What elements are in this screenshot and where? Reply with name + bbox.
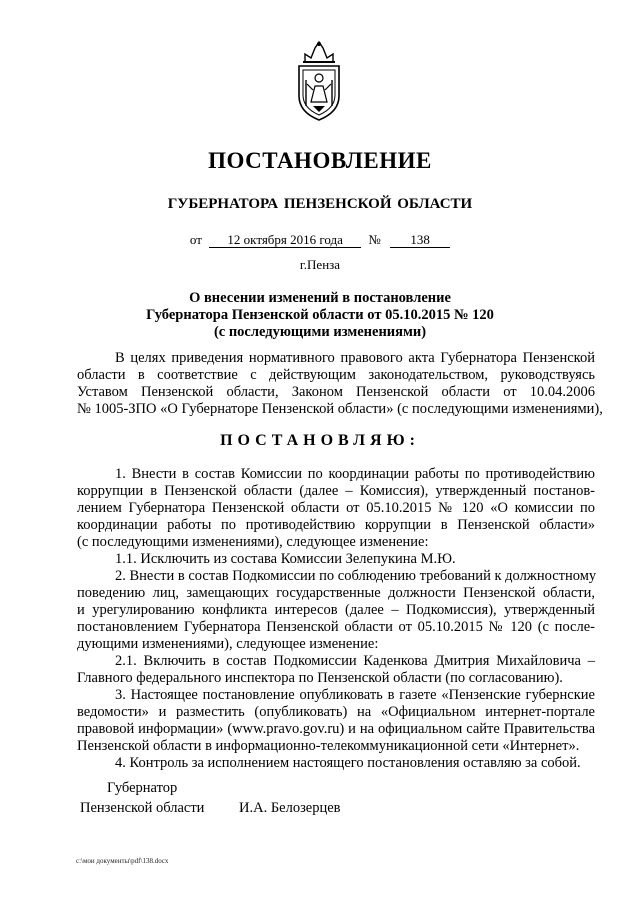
body-line: постановлением Губернатора Пензенской области от 05.10.2015 № 120 (с после- [77, 619, 595, 635]
body-line: (с последующими изменениями), следующее изменение: [77, 534, 429, 550]
city: г.Пенза [299, 257, 341, 272]
preamble-line: В целях приведения нормативного правового акта Губернатора Пензенской [115, 350, 595, 366]
body-line: 2.1. Включить в состав Подкомиссии Каденкова Дмитрия Михайловича – [115, 653, 595, 669]
document-date: 12 октября 2016 года [209, 232, 361, 248]
heading-line: (с последующими изменениями) [213, 324, 427, 340]
body-line: Главного федерального инспектора по Пензенской области (по согласованию). [77, 670, 563, 686]
number-prefix: № [368, 232, 381, 247]
signatory-role: Губернатор [107, 780, 178, 796]
body-line: и урегулированию конфликта интересов (далее – Подкомиссия), утвержденный [77, 602, 595, 618]
body-line: 3. Настоящее постановление опубликовать в газете «Пензенские губернские [115, 687, 595, 703]
date-prefix: от [189, 232, 202, 247]
body-line: Пензенской области в информационно-телекоммуникационной сети «Интернет». [77, 738, 580, 754]
body-line: 2. Внести в состав Подкомиссии по соблюдению требований к должностному [115, 568, 597, 584]
coat-of-arms-icon [291, 40, 347, 122]
body-line: 1. Внести в состав Комиссии по координации работы по противодействию [115, 466, 595, 482]
file-path-footer: c:\мои документы\pdf\138.docx [76, 857, 169, 865]
document-number: 138 [390, 232, 450, 248]
heading-line: О внесении изменений в постановление [189, 290, 451, 306]
body-line: координации работы по противодействию коррупции в Пензенской области» [77, 517, 595, 533]
document-title: ПОСТАНОВЛЕНИЕ [208, 148, 432, 173]
body-line: ведомости» и разместить (опубликовать) на «Официальном интернет-портале [77, 704, 595, 720]
body-line: поведению лиц, замещающих государственные должности Пензенской области, [77, 585, 595, 601]
signatory-name: И.А. Белозерцев [239, 800, 341, 816]
body-line: правовой информации» (www.pravo.gov.ru) и на официальном сайте Правительства [77, 721, 595, 737]
body-line: лением Губернатора Пензенской области от 05.10.2015 № 120 «О комиссии по [77, 500, 595, 516]
date-number-line [0, 232, 640, 248]
preamble-line: № 1005-ЗПО «О Губернаторе Пензенской области» (с последующими изменениями), [77, 401, 603, 417]
preamble-line: Уставом Пензенской области, Законом Пензенской области от 10.04.2006 [77, 384, 595, 400]
document-heading [0, 290, 640, 341]
resolve-heading: ПОСТАНОВЛЯЮ: [220, 432, 420, 449]
issuer-subtitle: ГУБЕРНАТОРА ПЕНЗЕНСКОЙ ОБЛАСТИ [167, 196, 473, 212]
body-line: 4. Контроль за исполнением настоящего постановления оставляю за собой. [115, 755, 581, 771]
preamble-paragraph [77, 350, 603, 418]
signatory-org: Пензенской области [80, 800, 205, 816]
body-text [77, 466, 595, 772]
body-line: дующими изменениями), следующее изменение: [77, 636, 379, 652]
preamble-line: области в соответствие с действующим законодательством, руководствуясь [77, 367, 595, 383]
heading-line: Губернатора Пензенской области от 05.10.2015 № 120 [146, 307, 494, 323]
body-line: коррупции в Пензенской области (далее – Комиссия), утвержденный постанов- [77, 483, 595, 499]
body-line: 1.1. Исключить из состава Комиссии Зелепукина М.Ю. [115, 551, 456, 567]
